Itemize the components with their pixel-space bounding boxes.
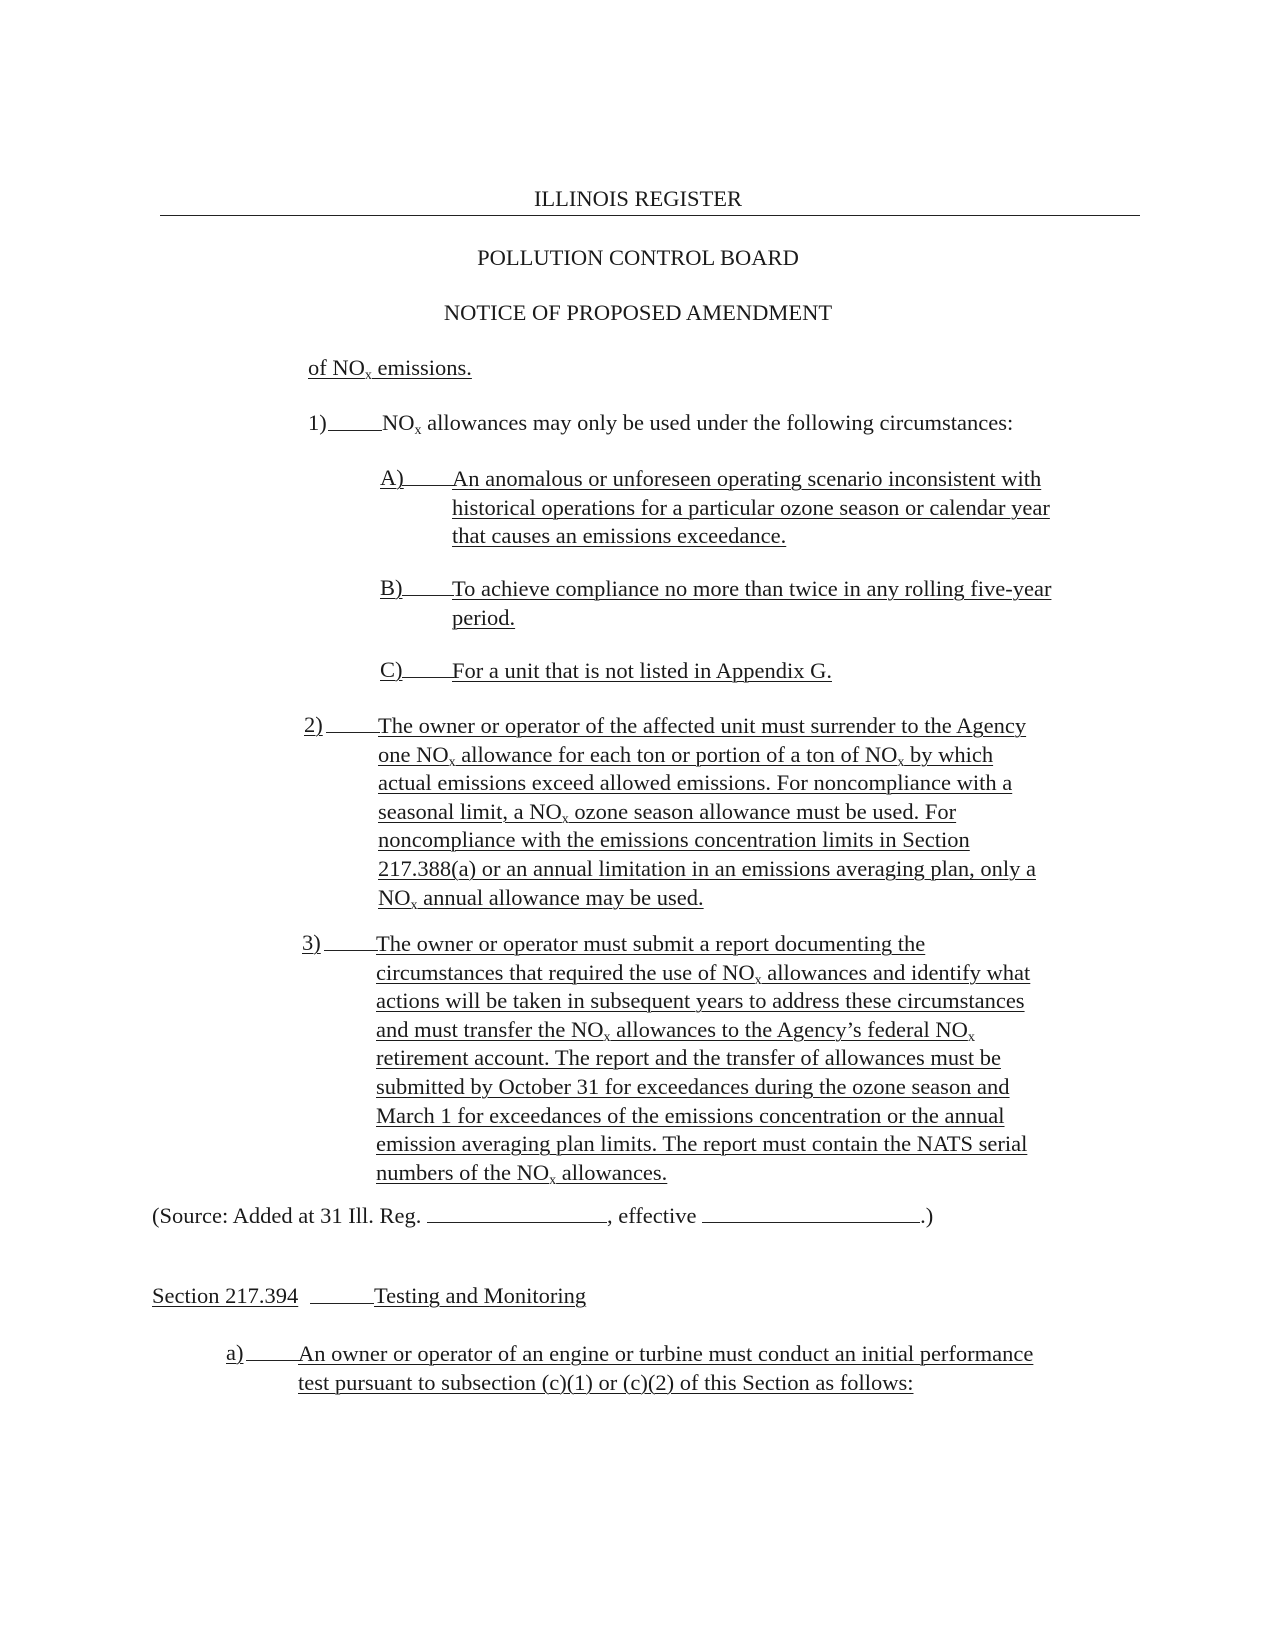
- item-2-label: 2): [304, 712, 323, 737]
- item-3-text: The owner or operator must submit a report documenting the circumstances that required the use of $NO_x$ allowances and identify what actions will be taken in subsequent years to address these circumstances and must transfer the $NO_x$ allowances to the Agency’s federal $NO_x$ retirement account. The report and the transfer of allowances must be submitted by October 31 for exceedances during the ozone season and March 1 for exceedances of the emissions concentration or the annual emission averaging plan limits. The report must contain the NATS serial numbers of the $NO_x$ allowances.: [376, 931, 1031, 1188]
- intro-line: of $NO_x$ emissions.: [308, 355, 472, 383]
- register-title: ILLINOIS REGISTER: [533, 186, 743, 211]
- source-line: (Source: Added at 31 Ill. Reg. , effective .): [152, 1203, 934, 1228]
- header-rule: [160, 215, 1140, 216]
- item-1-text: $NO_x$ allowances may only be used under the following circumstances:: [382, 410, 1014, 438]
- item-1c-label: C): [380, 657, 403, 682]
- subsection-a-text: An owner or operator of an engine or turbine must conduct an initial performance test pursuant to subsection (c)(1) or (c)(2) of this Section as follows:: [298, 1341, 1034, 1395]
- item-3-underline-gap: [324, 950, 378, 951]
- item-1b-underline-gap: [402, 595, 454, 596]
- item-1c-underline-gap: [402, 677, 454, 678]
- section-title: Testing and Monitoring: [374, 1283, 587, 1308]
- notice-title: NOTICE OF PROPOSED AMENDMENT: [443, 300, 833, 325]
- item-1-label: 1): [308, 410, 327, 435]
- item-2-underline-gap: [326, 732, 380, 733]
- item-1b-text: To achieve compliance no more than twice in any rolling five-year period.: [452, 576, 1052, 630]
- item-2-text: The owner or operator of the affected unit must surrender to the Agency one $NO_x$ allowance for each ton or portion of a ton of $NO_x$ by which actual emissions exceed allowed emissions. For noncompliance with a seasonal limit, a $NO_x$ ozone season allowance must be used. For noncompliance with the emissions concentration limits in Section 217.388(a) or an annual limitation in an emissions averaging plan, only a $NO_x$ annual allowance may be used.: [378, 713, 1036, 913]
- section-number: Section 217.394: [152, 1283, 299, 1308]
- section-underline-gap: [310, 1303, 374, 1304]
- subsection-a-label: a): [226, 1340, 244, 1365]
- item-1a-text: An anomalous or unforeseen operating scenario inconsistent with historical operations for a particular ozone season or calendar year that causes an emissions exceedance.: [452, 466, 1050, 549]
- source-effective-blank: [702, 1204, 920, 1223]
- item-1b-label: B): [380, 575, 403, 600]
- item-1-underline-gap: [328, 430, 382, 431]
- item-3-label: 3): [302, 930, 321, 955]
- source-reg-blank: [427, 1204, 607, 1223]
- board-title: POLLUTION CONTROL BOARD: [477, 245, 799, 270]
- subsection-a-underline-gap: [246, 1360, 300, 1361]
- item-1a-label: A): [380, 465, 404, 490]
- item-1a-underline-gap: [402, 485, 454, 486]
- item-1c-text: For a unit that is not listed in Appendix G.: [452, 658, 832, 683]
